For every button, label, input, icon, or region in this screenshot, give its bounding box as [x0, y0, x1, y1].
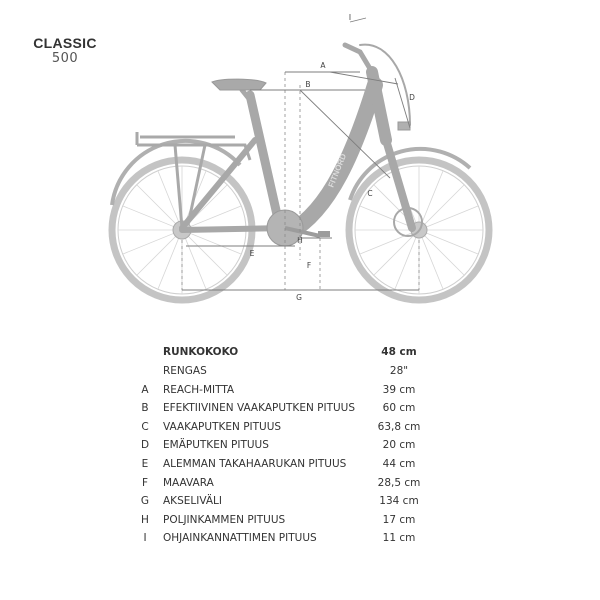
spec-row: [0, 365, 600, 383]
spec-value: 17 cm: [382, 513, 416, 526]
spec-row: [0, 477, 600, 495]
spec-letter: D: [140, 439, 150, 452]
dim-label-g: G: [296, 293, 302, 302]
spec-value: 63,8 cm: [377, 420, 421, 433]
spec-row: [0, 402, 600, 420]
spec-header-label: RUNKOKOKO: [163, 346, 239, 358]
dim-label-h: H: [297, 236, 303, 245]
spec-label: ALEMMAN TAKAHAARUKAN PITUUS: [163, 458, 347, 470]
spec-row: [0, 514, 600, 532]
spec-value: 28,5 cm: [377, 476, 421, 489]
spec-value: 60 cm: [382, 402, 416, 415]
spec-header-row: [0, 346, 600, 364]
spec-row: [0, 439, 600, 457]
brand-text: FITNORD: [326, 152, 349, 189]
spec-row: [0, 495, 600, 513]
spec-label: MAAVARA: [163, 476, 214, 489]
spec-row: [0, 421, 600, 439]
saddle: [212, 79, 266, 90]
spec-label: OHJAINKANNATTIMEN PITUUS: [163, 532, 317, 545]
spec-letter: I: [143, 532, 147, 545]
spec-letter: G: [140, 495, 150, 508]
model-number: 500: [51, 51, 79, 66]
spec-label: AKSELIVÄLI: [163, 495, 222, 508]
spec-letter: H: [141, 513, 149, 526]
dim-label-d: D: [409, 93, 415, 102]
spec-label: EFEKTIIVINEN VAAKAPUTKEN PITUUS: [163, 402, 356, 415]
spec-row: [0, 532, 600, 550]
spec-letter: F: [141, 476, 149, 489]
spec-header-value: 48 cm: [381, 346, 417, 358]
spec-value: 44 cm: [382, 458, 416, 470]
spec-label: RENGAS: [163, 365, 207, 377]
spec-letter: B: [141, 402, 149, 415]
spec-value: 39 cm: [382, 383, 416, 396]
dim-label-b: B: [305, 80, 311, 89]
spec-value: 28": [389, 365, 409, 377]
spec-value: 11 cm: [382, 532, 416, 545]
spec-label: REACH-MITTA: [163, 383, 235, 396]
spec-label: VAAKAPUTKEN PITUUS: [163, 420, 282, 433]
spec-letter: E: [141, 458, 149, 470]
dim-label-f: F: [306, 261, 312, 270]
dim-label-i: I: [348, 13, 352, 22]
spec-label: EMÄPUTKEN PITUUS: [163, 439, 269, 452]
dim-label-a: A: [320, 61, 326, 70]
spec-row: [0, 384, 600, 402]
spec-value: 20 cm: [382, 439, 416, 452]
spec-letter: A: [141, 383, 149, 396]
dim-label-c: C: [367, 189, 373, 198]
spec-row: [0, 458, 600, 476]
spec-letter: C: [141, 420, 149, 433]
model-name: CLASSIC: [33, 35, 97, 51]
dim-label-e: E: [249, 249, 255, 258]
spec-label: POLJINKAMMEN PITUUS: [163, 513, 286, 526]
spec-value: 134 cm: [379, 495, 419, 508]
